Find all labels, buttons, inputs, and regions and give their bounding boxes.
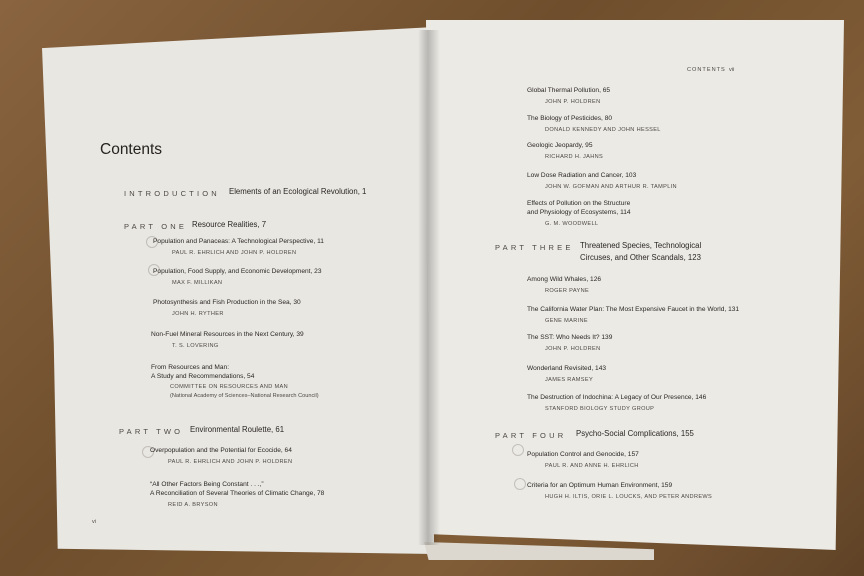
introduction-label: INTRODUCTION	[124, 189, 220, 198]
toc-entry-title: Among Wild Whales, 126	[527, 276, 602, 283]
book-gutter	[418, 30, 440, 545]
toc-entry-author: MAX F. MILLIKAN	[172, 280, 223, 286]
toc-entry-author: G. M. WOODWELL	[545, 221, 599, 227]
toc-entry-author: DONALD KENNEDY AND JOHN HESSEL	[545, 127, 661, 133]
toc-entry-author: PAUL R. EHRLICH AND JOHN P. HOLDREN	[168, 459, 293, 465]
ring-mark	[514, 478, 526, 490]
part-one-title: Resource Realities, 7	[192, 220, 267, 229]
toc-entry-author: JOHN H. RYTHER	[172, 311, 224, 317]
toc-entry-title: Overpopulation and the Potential for Ecocide, 64	[150, 447, 292, 454]
toc-entry-title: Population and Panaceas: A Technological Perspective, 11	[153, 238, 324, 245]
toc-entry-title: Criteria for an Optimum Human Environment, 159	[527, 482, 673, 489]
toc-entry-author: JOHN P. HOLDREN	[545, 346, 601, 352]
contents-heading: Contents	[100, 141, 163, 158]
toc-entry-author: REID A. BRYSON	[168, 502, 218, 508]
toc-entry-author: STANFORD BIOLOGY STUDY GROUP	[545, 406, 655, 412]
toc-entry-author: JOHN P. HOLDREN	[545, 99, 601, 105]
part-four-label: PART FOUR	[495, 431, 567, 440]
toc-entry-title: Photosynthesis and Fish Production in the Sea, 30	[153, 299, 301, 306]
toc-entry-title: Wonderland Revisited, 143	[527, 365, 607, 372]
toc-entry-title: Population, Food Supply, and Economic Development, 23	[153, 268, 322, 275]
toc-entry-title: Population Control and Genocide, 157	[527, 451, 639, 458]
toc-entry-title: The Destruction of Indochina: A Legacy of Our Presence, 146	[527, 394, 707, 401]
ring-mark	[512, 444, 524, 456]
right-page	[426, 20, 844, 550]
toc-entry-author: PAUL R. AND ANNE H. EHRLICH	[545, 463, 639, 469]
page-number: vi	[92, 519, 96, 525]
toc-entry-author: HUGH H. ILTIS, ORIE L. LOUCKS, AND PETER ANDREWS	[545, 494, 713, 500]
toc-entry-title: Global Thermal Pollution, 65	[527, 87, 611, 94]
toc-entry-title: From Resources and Man:	[151, 364, 230, 371]
toc-entry-author: RICHARD H. JAHNS	[545, 154, 604, 160]
toc-entry-author-affiliation: (National Academy of Sciences–National Research Council)	[170, 393, 319, 399]
part-two-label: PART TWO	[119, 427, 184, 436]
toc-entry-title: A Reconciliation of Several Theories of Climatic Change, 78	[150, 490, 325, 497]
part-three-title: Circuses, and Other Scandals, 123	[580, 253, 701, 262]
toc-entry-author: GENE MARINE	[545, 318, 589, 324]
toc-entry-title: Low Dose Radiation and Cancer, 103	[527, 172, 637, 179]
toc-entry-author: JOHN W. GOFMAN AND ARTHUR R. TAMPLIN	[545, 184, 677, 190]
part-three-title: Threatened Species, Technological	[580, 241, 702, 250]
toc-entry-author: COMMITTEE ON RESOURCES AND MAN	[170, 384, 289, 390]
toc-entry-title: “All Other Factors Being Constant . . .,”	[150, 481, 264, 488]
part-three-label: PART THREE	[495, 243, 574, 252]
toc-entry-author: PAUL R. EHRLICH AND JOHN P. HOLDREN	[172, 250, 297, 256]
toc-entry-title: Non-Fuel Mineral Resources in the Next Century, 39	[151, 331, 304, 338]
left-page	[42, 27, 434, 554]
toc-entry-title: A Study and Recommendations, 54	[151, 373, 255, 380]
running-head: CONTENTS	[687, 67, 726, 73]
toc-entry-author: T. S. LOVERING	[172, 343, 219, 349]
page-number: vii	[729, 67, 735, 73]
toc-entry-title: and Physiology of Ecosystems, 114	[527, 209, 631, 216]
toc-entry-title: Effects of Pollution on the Structure	[527, 200, 631, 207]
toc-entry-title: The Biology of Pesticides, 80	[527, 115, 613, 122]
toc-entry-title: The California Water Plan: The Most Expensive Faucet in the World, 131	[527, 306, 740, 313]
toc-entry-title: Geologic Jeopardy, 95	[527, 142, 593, 149]
toc-entry-author: JAMES RAMSEY	[545, 377, 594, 383]
toc-entry-title: The SST: Who Needs It? 139	[527, 334, 613, 341]
part-four-title: Psycho-Social Complications, 155	[576, 429, 694, 438]
part-two-title: Environmental Roulette, 61	[190, 425, 285, 434]
toc-entry-author: ROGER PAYNE	[545, 288, 590, 294]
introduction-title: Elements of an Ecological Revolution, 1	[229, 187, 367, 196]
part-one-label: PART ONE	[124, 222, 188, 231]
